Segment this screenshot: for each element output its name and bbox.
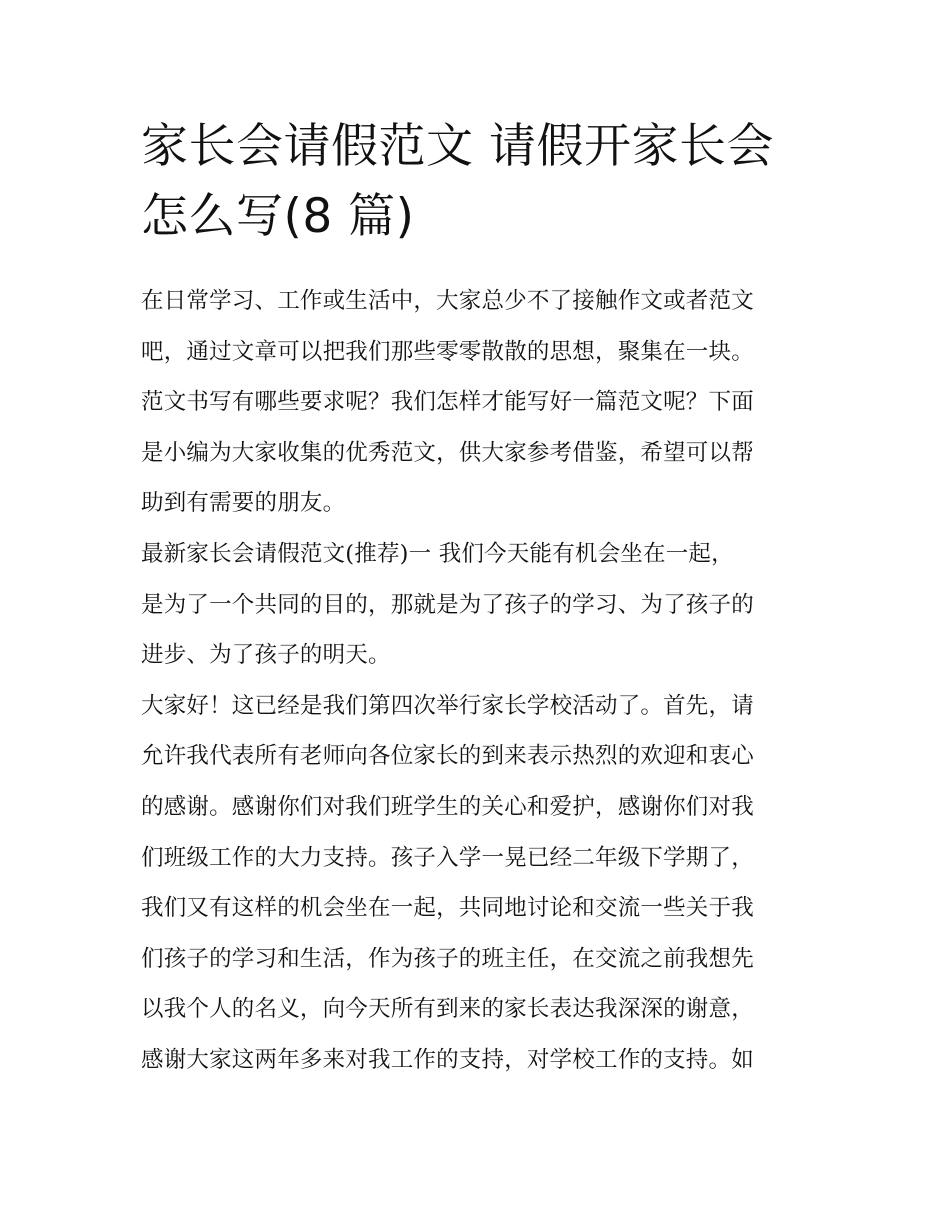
body-line: 是为了一个共同的目的，那就是为了孩子的学习、为了孩子的 xyxy=(141,591,754,618)
body-line: 们孩子的学习和生活，作为孩子的班主任，在交流之前我想先 xyxy=(141,945,754,972)
body-line: 最新家长会请假范文(推荐)一 我们今天能有机会坐在一起， xyxy=(141,540,734,567)
body-line: 范文书写有哪些要求呢？我们怎样才能写好一篇范文呢？下面 xyxy=(141,389,754,416)
body-line: 允许我代表所有老师向各位家长的到来表示热烈的欢迎和衷心 xyxy=(141,743,754,770)
body-line: 们班级工作的大力支持。孩子入学一晃已经二年级下学期了， xyxy=(141,844,754,871)
body-line: 在日常学习、工作或生活中，大家总少不了接触作文或者范文 xyxy=(141,288,754,314)
body-line: 大家好！这已经是我们第四次举行家长学校活动了。首先，请 xyxy=(141,692,754,719)
body-line: 感谢大家这两年多来对我工作的支持，对学校工作的支持。如 xyxy=(141,1046,754,1073)
body-line: 助到有需要的朋友。 xyxy=(141,490,346,517)
body-line: 以我个人的名义，向今天所有到来的家长表达我深深的谢意， xyxy=(141,996,754,1023)
body-line: 的感谢。感谢你们对我们班学生的关心和爱护，感谢你们对我 xyxy=(141,793,754,820)
title-line: 家长会请假范文 请假开家长会 xyxy=(141,119,774,174)
document-title xyxy=(141,112,821,252)
body-line: 吧，通过文章可以把我们那些零零散散的思想，聚集在一块。 xyxy=(141,338,754,365)
body-line: 是小编为大家收集的优秀范文，供大家参考借鉴，希望可以帮 xyxy=(141,439,754,466)
title-line: 怎么写(8 篇) xyxy=(141,189,415,244)
body-line: 进步、为了孩子的明天。 xyxy=(141,642,391,669)
body-line: 我们又有这样的机会坐在一起，共同地讨论和交流一些关于我 xyxy=(141,895,754,922)
document-body xyxy=(141,276,821,1086)
